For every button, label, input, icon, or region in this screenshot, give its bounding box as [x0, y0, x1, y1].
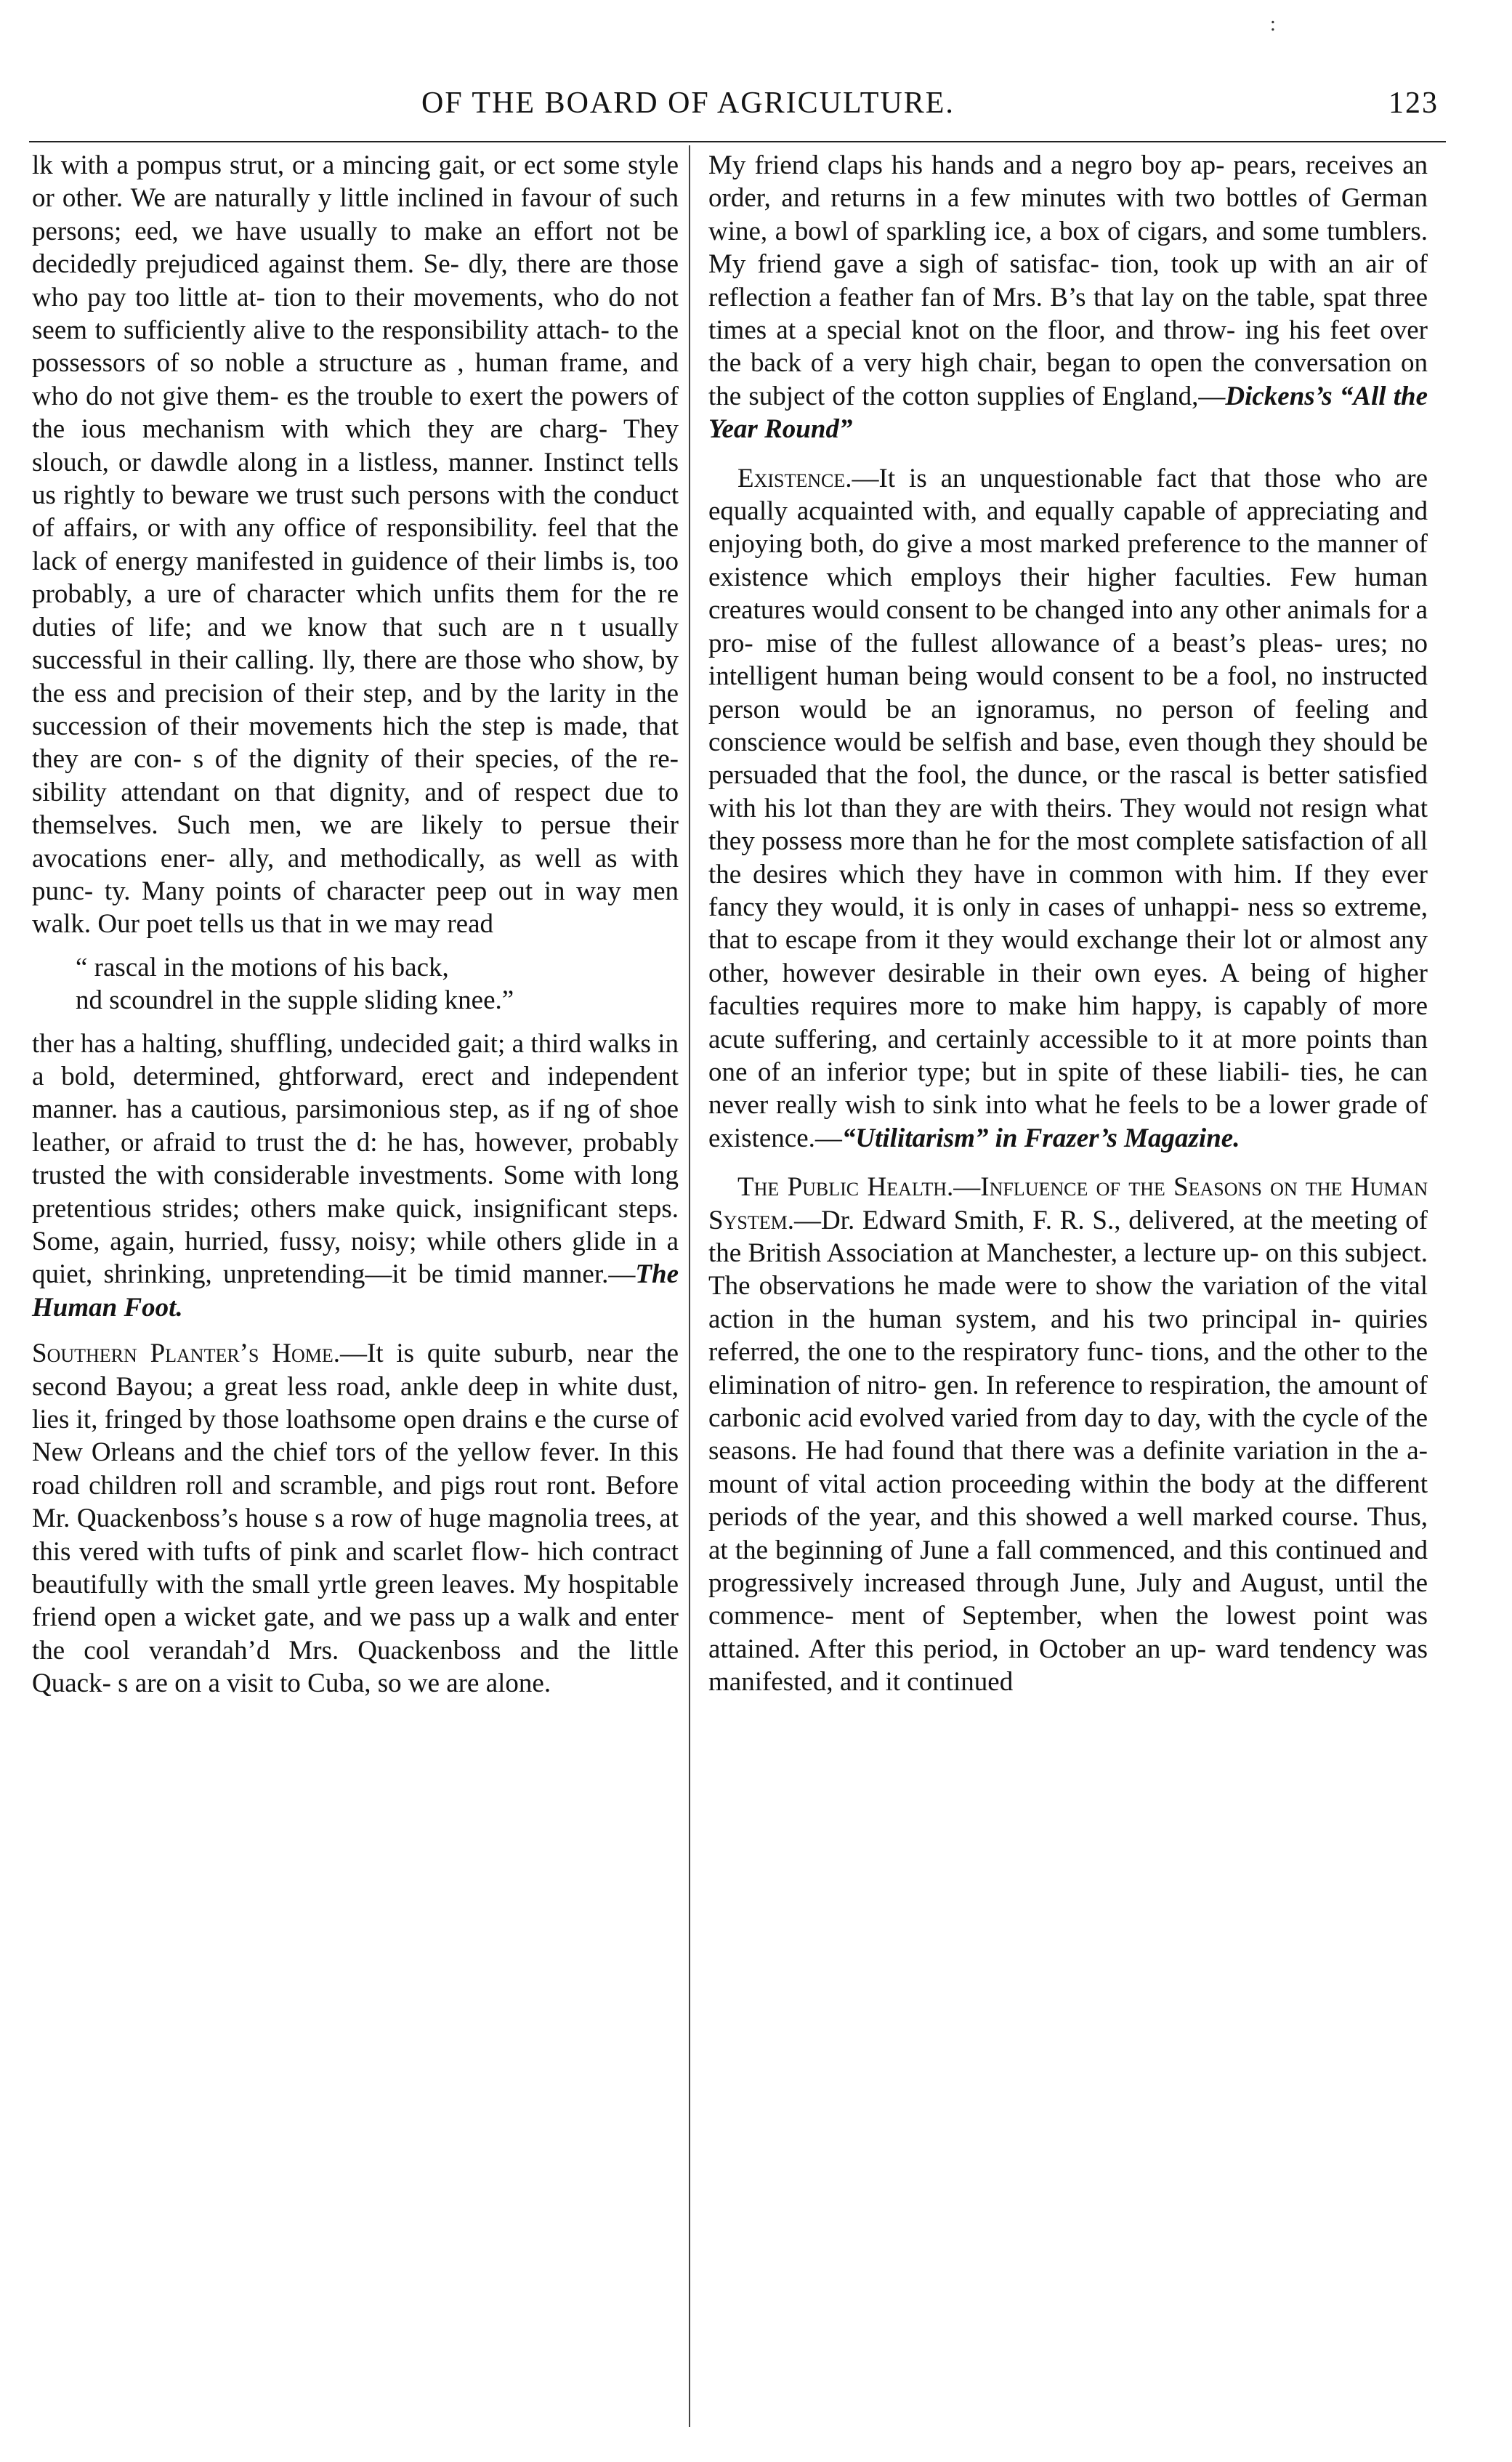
article-planter-continued: [708, 149, 1428, 446]
article-southern-planter-text: —It is quite suburb, near the second Bayou; a great less road, ankle deep in white dust, lies it, fringed by those loathsome open drains e the curse of New Orleans and the chief tors of the yellow fever. In this road children roll and scramble, and pigs rout ront. Before Mr. Quackenboss’s house s a row of huge magnolia trees, at this vered with tufts of pink and scarlet flow- hich contract beautifully with the small yrtle green leaves. My hospitable friend open a wicket gate, and we pass up a walk and enter the cool verandah’d Mrs. Quackenboss and the little Quack- s are on a visit to Cuba, so we are alone.: [32, 1339, 679, 1699]
header-rule: [29, 141, 1446, 142]
quote-line-1: “ rascal in the motions of his back,: [76, 952, 449, 982]
article-existence-text: —It is an unquestionable fact that those who are equally acquainted with, and equally capable of appreciating and enjoying both, do give a most marked preference to the manner of existence which employs their higher faculties. Few human creatures would consent to be changed into any other animals for a pro- mise of the fullest allowance of a beast’s pleas- ures; no intelligent human being would consent to be a fool, no instructed person would be an ignoramus, no person of feeling and conscience would be selfish and base, even though they should be persuaded that the fool, the dunce, or the rascal is better satisfied with his lot than they are with theirs. They would not resign what they possess more than he for the most complete satisfaction of all the desires which they have in common with him. If they ever fancy they would, it is only in cases of unhappi- ness so extreme, that to escape from it they would exchange their lot or almost any other, however desirable in their own eyes. A being of higher faculties requires more to make him happy, is capably of more acute suffering, and certainly accessible to it at more points than one of an inferior type; but in spite of these liabili- ties, he can never really wish to sink into what he feels to be a lower grade of existence.—: [708, 463, 1428, 1153]
article-human-foot-continued: [32, 1028, 679, 1325]
page-number: 123: [1388, 86, 1439, 120]
column-divider: [689, 145, 690, 2427]
heading-existence: Existence.: [737, 463, 852, 493]
poem-quote: [32, 951, 679, 1017]
page-header: [145, 86, 1439, 129]
article-human-foot-continued-text: ther has a halting, shuffling, undecided gait; a third walks in a bold, determined, ghtforward, erect and independent manner. has a cautious, parsimonious step, as if ng of shoe leather, or afraid to trust the d: he has, however, probably trusted the with considerable investments. Some with long pretentious strides; others make quick, insignificant steps. Some, again, hurried, fussy, noisy; while others glide in a quiet, shrinking, unpretending—it be timid manner.—: [32, 1028, 679, 1290]
heading-public-health: The Public Health.—Influence of the Seasons on the Human System.: [708, 1172, 1428, 1235]
article-southern-planter: [32, 1337, 679, 1700]
article-public-health: [708, 1171, 1428, 1699]
article-public-health-text: —Dr. Edward Smith, F. R. S., delivered, at the meeting of the British Association at Manchester, a lecture up- on this subject. The observations he made were to show the variation of the vital action in the human system, and his two principal in- quiries referred, the one to the respiratory func- tions, and the other to the elimination of nitro- gen. In reference to respiration, the amount of carbonic acid evolved varied from day to day, with the cycle of the seasons. He had found that there was a definite variation in the a- mount of vital action proceeding within the body at the different periods of the year, and this showed a well marked course. Thus, at the beginning of June a fall commenced, and this continued and progressively increased through June, July and August, until the commence- ment of September, when the lowest point was attained. After this period, in October an up- ward tendency was manifested, and it continued: [708, 1205, 1428, 1698]
article-human-foot-body: lk with a pompus strut, or a mincing gait, or ect some style or other. We are naturally y little inclined in favour of such persons; eed, we have usually to make an effort not be decidedly prejudiced against them. Se- dly, there are those who pay too little at- tion to their movements, who do not seem to sufficiently alive to the responsibility attach- to the possessors of so noble a structure as , human frame, and who do not give them- es the trouble to exert the powers of the ious mechanism with which they are charg- They slouch, or dawdle along in a listless, manner. Instinct tells us rightly to beware we trust such persons with the conduct of affairs, or with any office of responsibility. feel that the lack of energy manifested in guidence of their limbs is, too probably, a ure of character which unfits them for the re duties of life; and we know that such are n t usually successful in their calling. lly, there are those who show, by the ess and precision of their step, and by the larity in the succession of their movements hich the step is made, that they are con- s of the dignity of their species, of the re- sibility attendant on that dignity, and of respect due to themselves. Such men, we are likely to persue their avocations ener- ally, and methodically, as well as with punc- ty. Many points of character peep out in way men walk. Our poet tells us that in we may read: [32, 150, 679, 940]
source-human-foot: The Human Foot.: [32, 1259, 679, 1323]
margin-speck: :: [1270, 13, 1276, 36]
right-column: [708, 149, 1428, 1699]
quote-line-2: nd scoundrel in the supple sliding knee.”: [76, 985, 514, 1016]
heading-southern-planter: Southern Planter’s Home.: [32, 1339, 340, 1369]
article-planter-continued-text: My friend claps his hands and a negro boy ap- pears, receives an order, and returns in a few minutes with two bottles of German wine, a bowl of sparkling ice, a box of cigars, and some tumblers. My friend gave a sigh of satisfac- tion, took up with an air of reflection a feather fan of Mrs. B’s that lay on the table, spat three times at a special knot on the floor, and throw- ing his feet over the back of a very high chair, began to open the conversation on the subject of the cotton supplies of England,—: [708, 150, 1428, 411]
running-title: OF THE BOARD OF AGRICULTURE.: [421, 86, 955, 120]
article-existence: [708, 462, 1428, 1155]
left-column: [32, 149, 679, 1700]
source-dickens: Dickens’s “All the Year Round”: [708, 381, 1428, 445]
source-utilitarism: “Utilitarism” in Frazer’s Magazine.: [841, 1123, 1240, 1153]
